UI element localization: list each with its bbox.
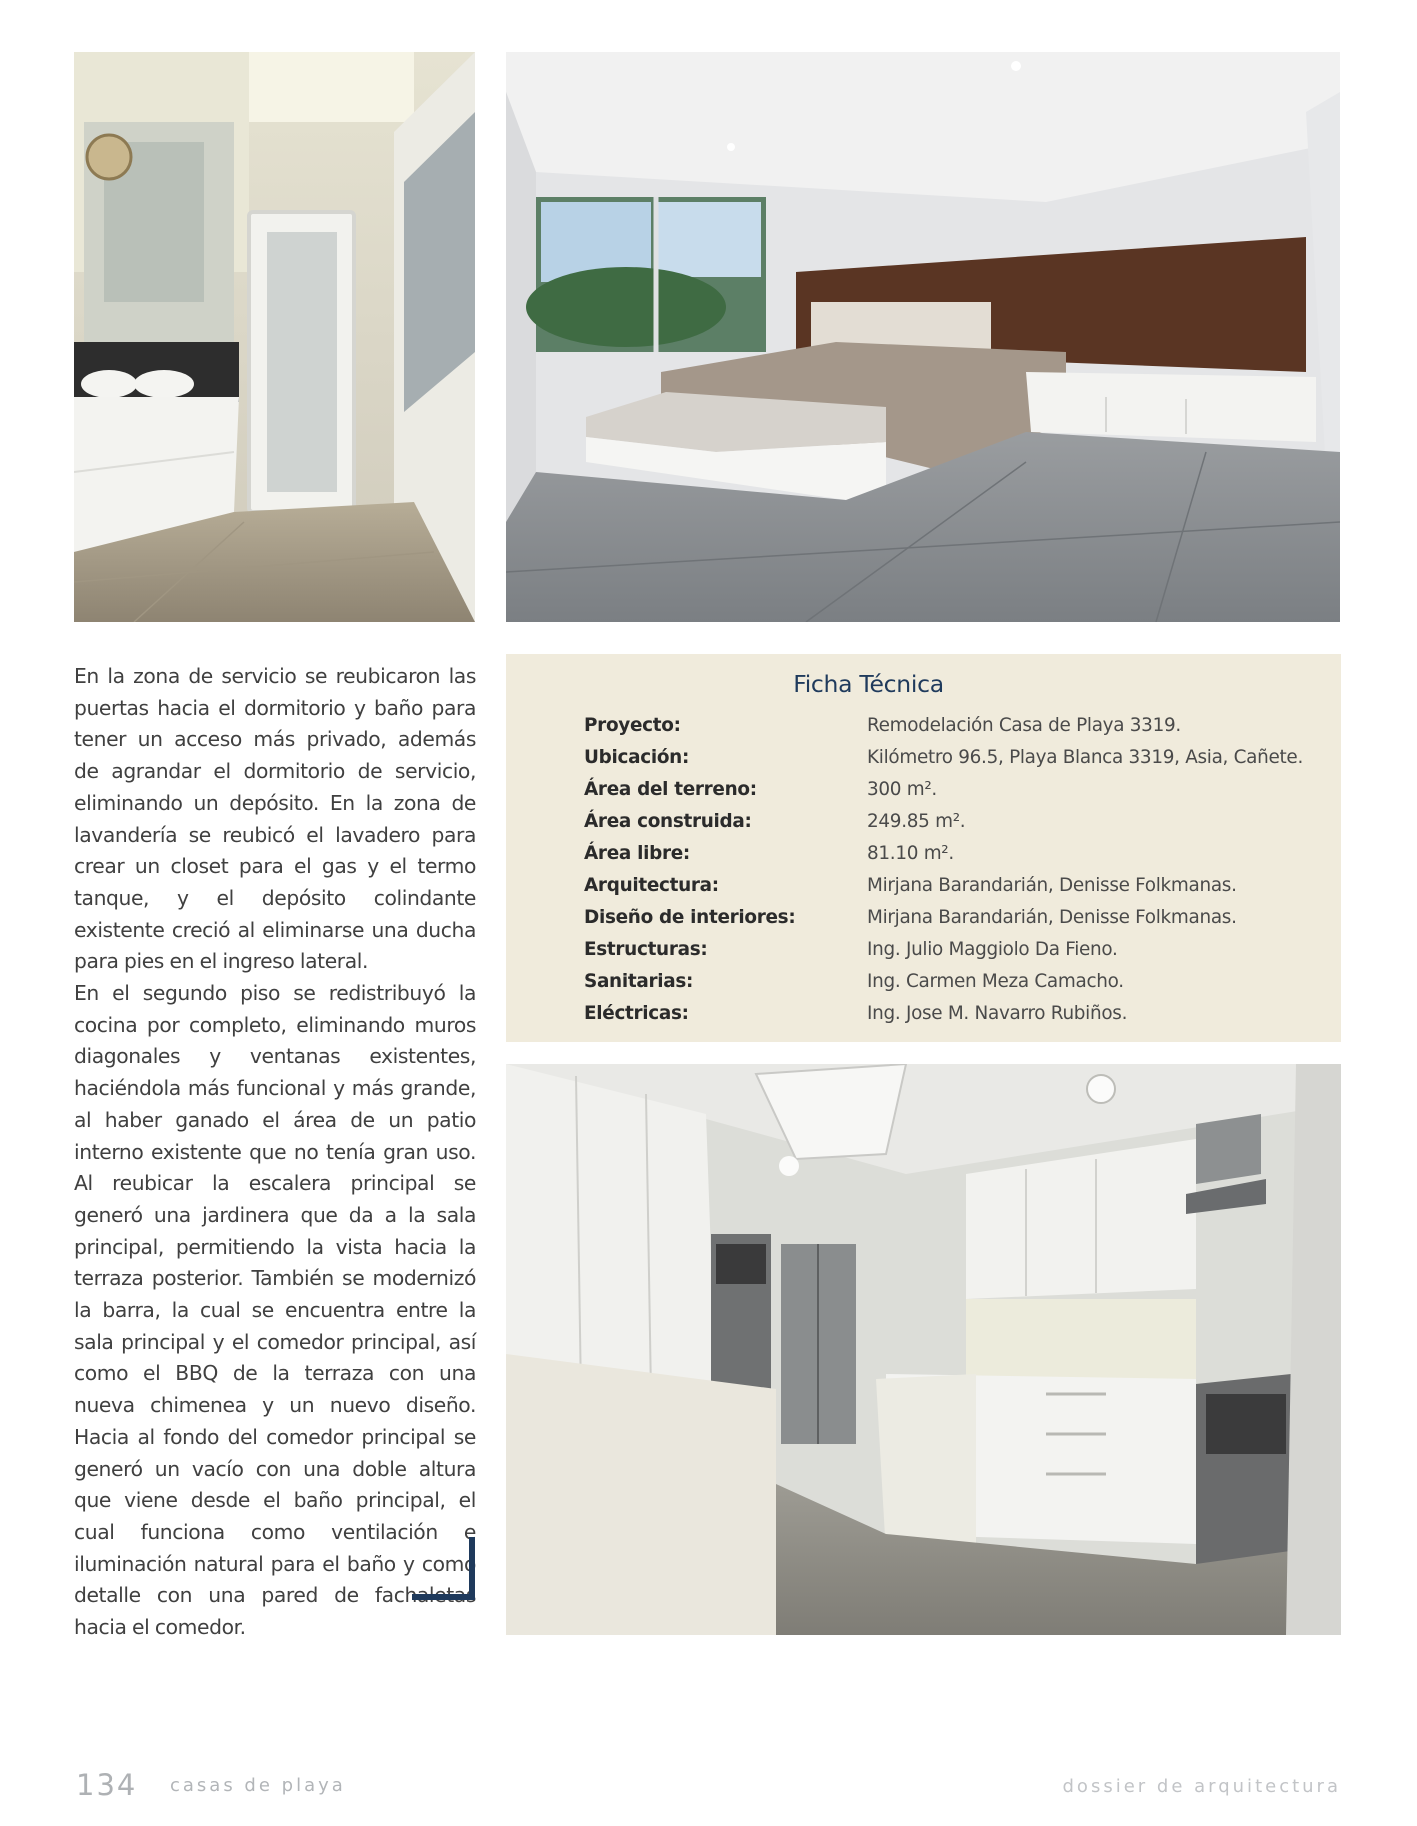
ficha-value: Mirjana Barandarián, Denisse Folkmanas. — [867, 875, 1237, 896]
ficha-label: Área del terreno: — [584, 779, 757, 800]
ficha-row — [584, 774, 1324, 806]
ficha-row — [584, 966, 1324, 998]
ficha-value: 300 m². — [867, 779, 937, 800]
magazine-name: dossier de arquitectura — [1062, 1776, 1341, 1797]
ficha-label: Área libre: — [584, 843, 690, 864]
ficha-value: Ing. Julio Maggiolo Da Fieno. — [867, 939, 1118, 960]
ficha-label: Eléctricas: — [584, 1003, 689, 1024]
ficha-value: 249.85 m². — [867, 811, 966, 832]
ficha-row — [584, 742, 1324, 774]
ficha-row — [584, 870, 1324, 902]
section-title: casas de playa — [170, 1775, 346, 1796]
body-paragraph-1: En la zona de servicio se reubicaron las puertas hacia el dormitorio y baño para tener un acceso más privado, además de agrandar el dormitorio de servicio, eliminando un depósito. En la zona de lavandería se reubicó el lavadero para crear un closet para el gas y el termo tanque, y el depósito colindante existente creció al eliminarse una ducha para pies en el ingreso lateral. — [74, 664, 476, 974]
corner-bracket-decoration — [412, 1537, 475, 1600]
bathroom-photo — [74, 52, 475, 622]
ficha-row — [584, 998, 1324, 1030]
kitchen-photo — [506, 1064, 1341, 1635]
ficha-value: Ing. Carmen Meza Camacho. — [867, 971, 1124, 992]
ficha-row — [584, 710, 1324, 742]
ficha-label: Proyecto: — [584, 715, 681, 736]
ficha-row — [584, 838, 1324, 870]
ficha-label: Área construida: — [584, 811, 752, 832]
body-paragraph-2: En el segundo piso se redistribuyó la cocina por completo, eliminando muros diagonales y ventanas existentes, haciéndola más funcional y más grande, al haber ganado el área de un patio interno existente que no tenía gran uso. Al reubicar la escalera principal se generó una jardinera que da a la sala principal, permitiendo la vista hacia la terraza posterior. También se modernizó la barra, la cual se encuentra entre la sala principal y el comedor principal, así como el BBQ de la terraza con una nueva chimenea y un nuevo diseño. Hacia al fondo del comedor principal se generó un vacío con una doble altura que viene desde el baño principal, el cual funciona como ventilación e iluminación natural para el baño y como detalle con una pared de fachaletas hacia el comedor. — [74, 981, 476, 1640]
ficha-tecnica-box — [506, 654, 1341, 1042]
ficha-value: Remodelación Casa de Playa 3319. — [867, 715, 1181, 736]
bedroom-photo — [506, 52, 1340, 622]
ficha-value: Ing. Jose M. Navarro Rubiños. — [867, 1003, 1128, 1024]
ficha-label: Ubicación: — [584, 747, 690, 768]
ficha-row — [584, 934, 1324, 966]
ficha-row — [584, 902, 1324, 934]
ficha-tecnica-rows — [584, 710, 1324, 1030]
ficha-label: Diseño de interiores: — [584, 907, 796, 928]
ficha-label: Arquitectura: — [584, 875, 719, 896]
ficha-value: Mirjana Barandarián, Denisse Folkmanas. — [867, 907, 1237, 928]
ficha-value: Kilómetro 96.5, Playa Blanca 3319, Asia, Cañete. — [867, 747, 1303, 768]
ficha-label: Sanitarias: — [584, 971, 694, 992]
ficha-value: 81.10 m². — [867, 843, 954, 864]
ficha-row — [584, 806, 1324, 838]
page-number: 134 — [76, 1768, 138, 1802]
ficha-label: Estructuras: — [584, 939, 708, 960]
ficha-tecnica-title: Ficha Técnica — [793, 670, 944, 698]
